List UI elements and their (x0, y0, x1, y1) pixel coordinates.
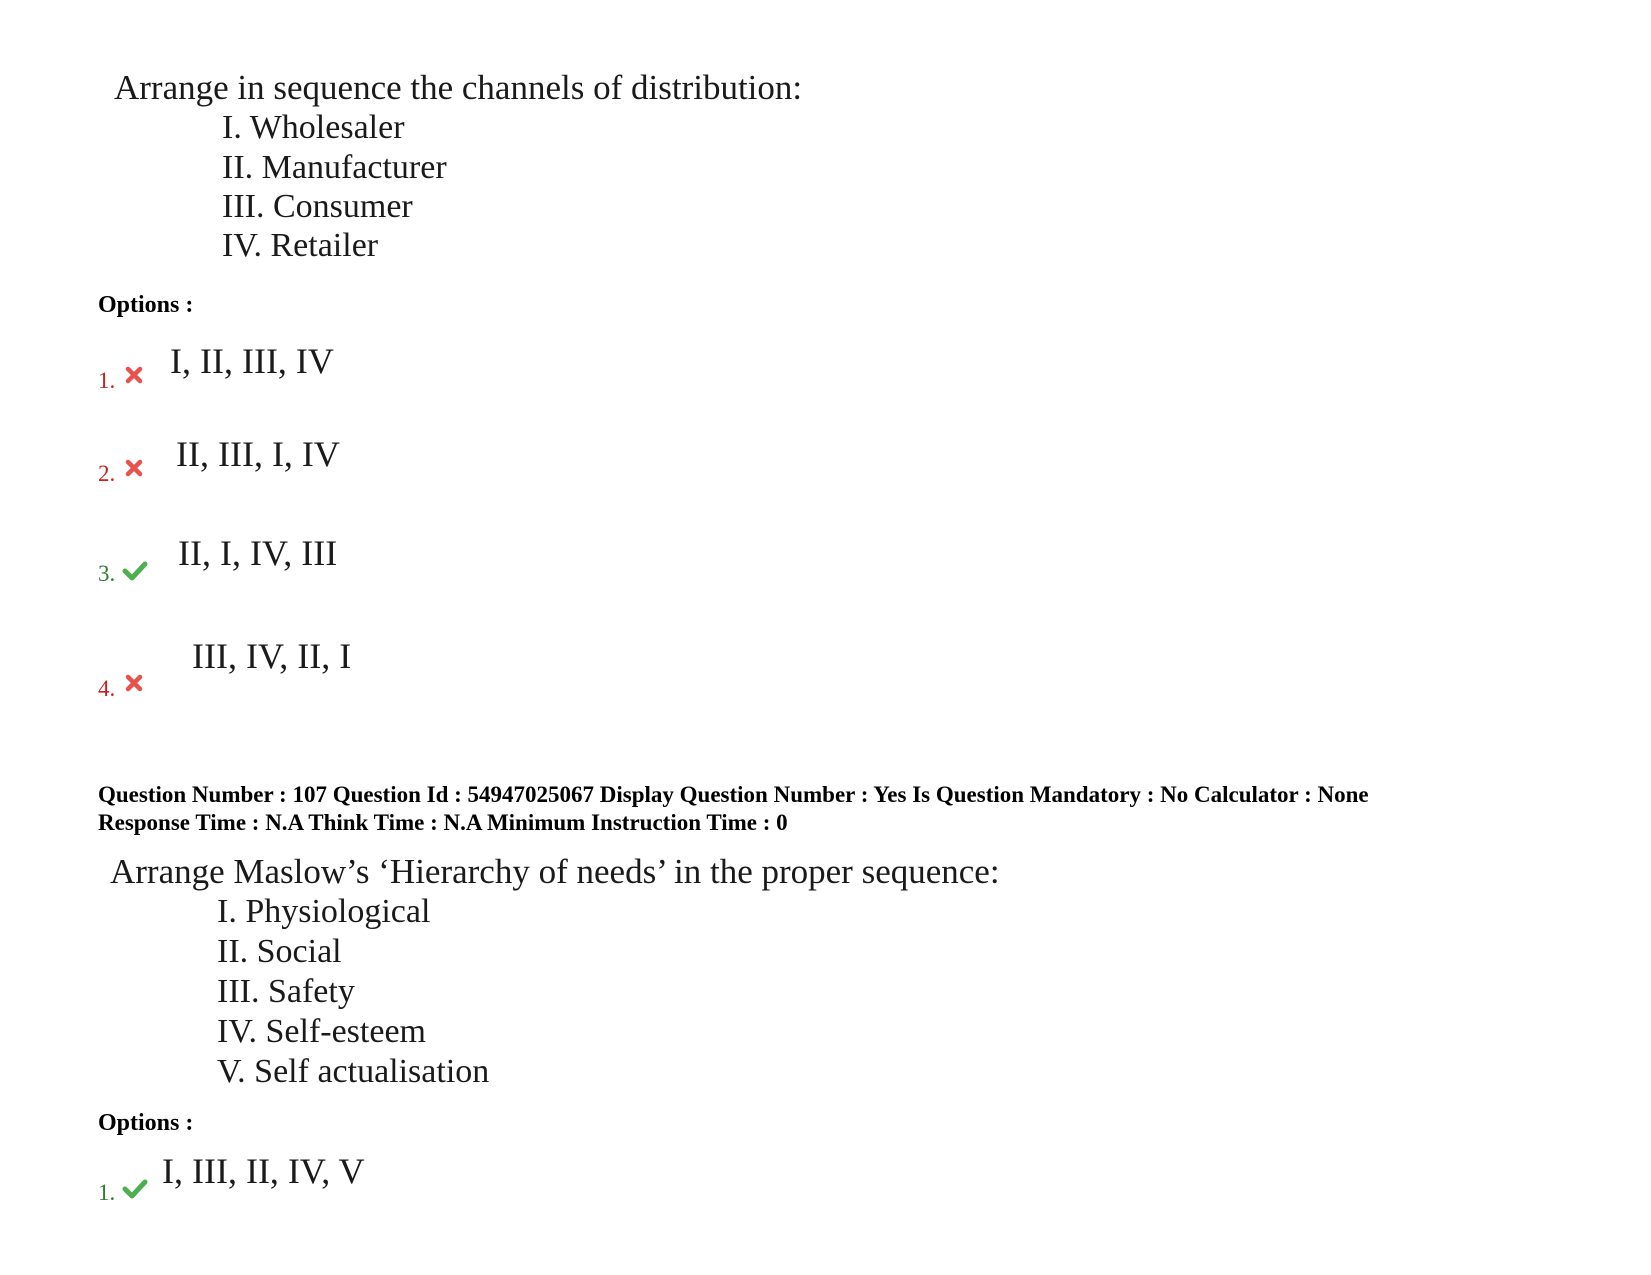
q2-options-label: Options : (98, 1110, 194, 1136)
check-icon (122, 1178, 148, 1200)
q1-option-text: III, IV, II, I (192, 636, 352, 676)
q2-option-number: 1. (98, 1180, 116, 1205)
q1-item: I. Wholesaler (222, 109, 405, 146)
q1-option-number: 1. (98, 368, 116, 393)
cross-icon (125, 674, 143, 692)
q1-stem: Arrange in sequence the channels of distribution: (114, 68, 803, 107)
cross-icon (125, 366, 143, 384)
q1-item: IV. Retailer (222, 227, 379, 264)
q1-option-number: 2. (98, 461, 116, 486)
q2-meta-line2: Response Time : N.A Think Time : N.A Minimum Instruction Time : 0 (98, 810, 788, 835)
q2-stem: Arrange Maslow’s ‘Hierarchy of needs’ in the proper sequence: (110, 852, 1000, 891)
q2-option-text: I, III, II, IV, V (162, 1151, 365, 1191)
q2-item: II. Social (217, 933, 342, 970)
q2-meta-line1: Question Number : 107 Question Id : 54947025067 Display Question Number : Yes Is Question Mandatory : No Calculator : None (98, 782, 1369, 807)
q1-option-text: I, II, III, IV (170, 341, 334, 381)
q1-options-label: Options : (98, 292, 194, 318)
q2-item: I. Physiological (217, 893, 431, 930)
q1-option-text: II, III, I, IV (176, 434, 340, 474)
cross-icon (125, 459, 143, 477)
q2-item: IV. Self-esteem (217, 1013, 426, 1050)
q1-option-text: II, I, IV, III (178, 533, 338, 573)
q1-option-number: 4. (98, 676, 116, 701)
q1-option-number: 3. (98, 561, 116, 586)
q1-item: III. Consumer (222, 188, 413, 225)
check-icon (122, 560, 148, 582)
q2-item: III. Safety (217, 973, 355, 1010)
q1-item: II. Manufacturer (222, 149, 447, 186)
q2-item: V. Self actualisation (217, 1053, 490, 1090)
